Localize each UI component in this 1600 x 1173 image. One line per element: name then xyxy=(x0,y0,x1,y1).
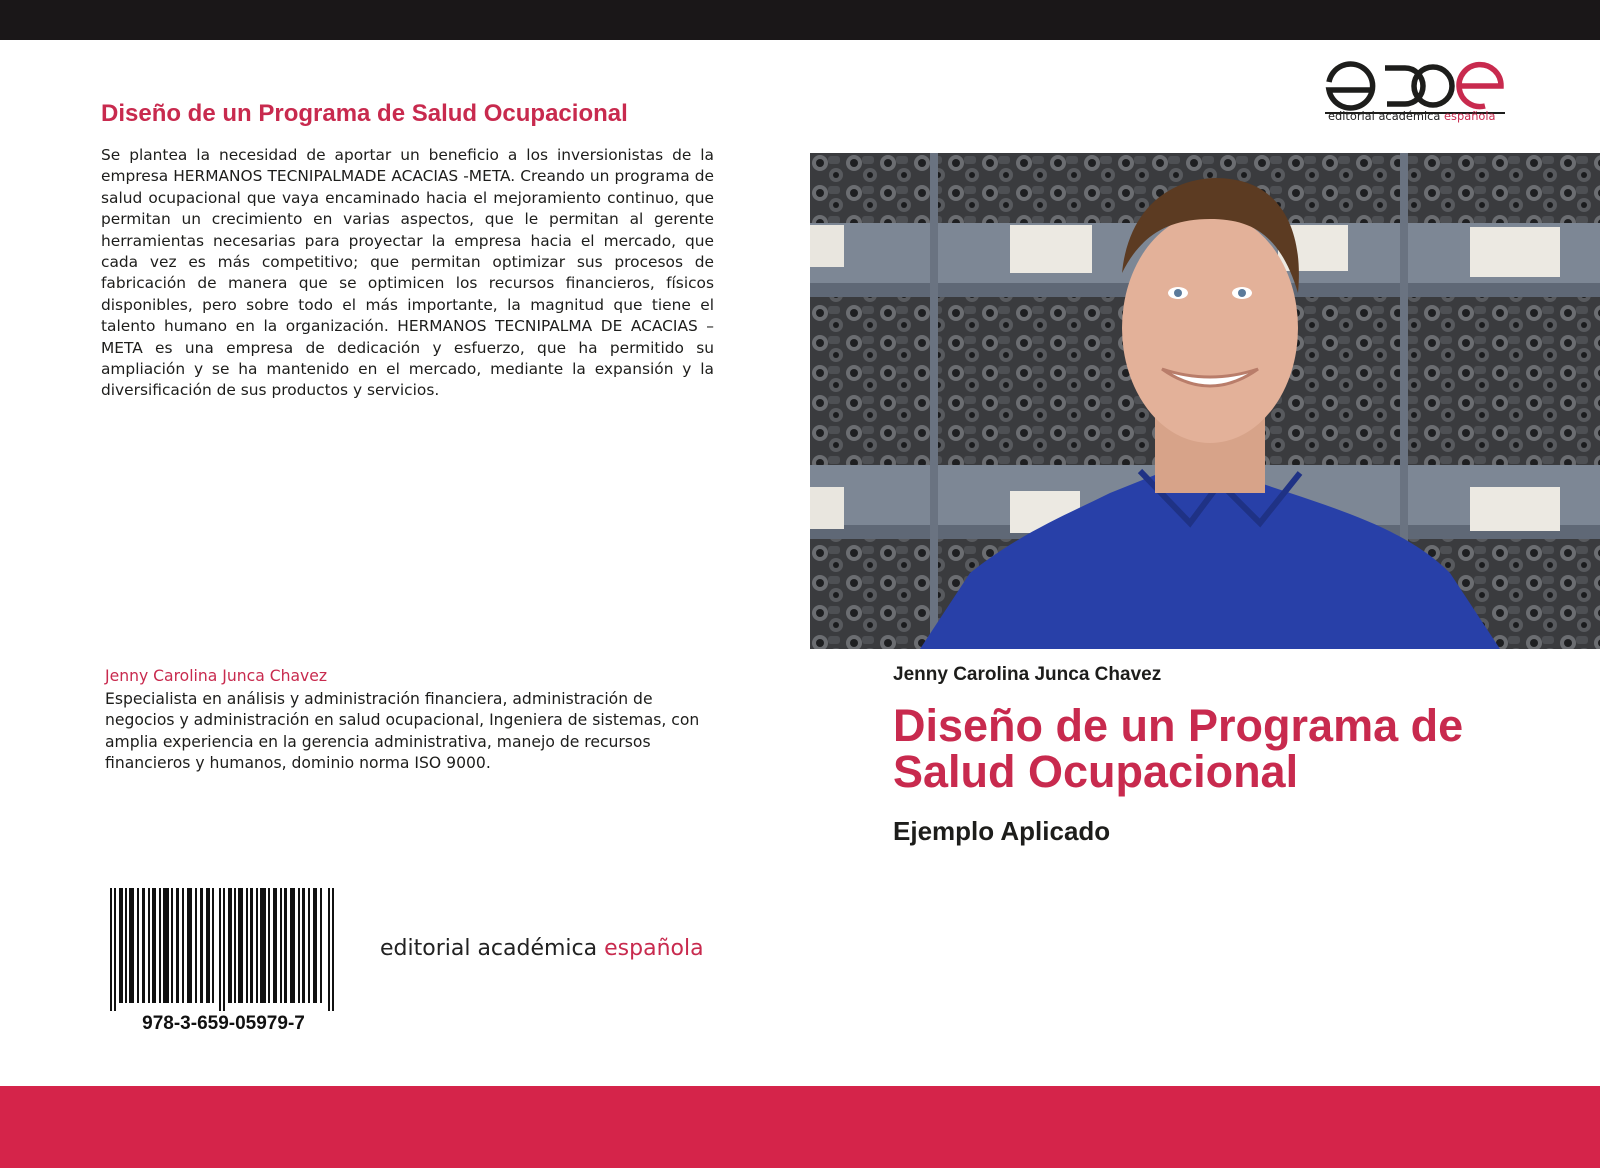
publisher-accent-text: española xyxy=(604,936,704,961)
publisher-name-back xyxy=(380,936,704,961)
front-cover-author: Jenny Carolina Junca Chavez xyxy=(893,664,1162,685)
author-bio: Especialista en análisis y administración financiera, administración de negocios y administración en salud ocupacional, Ingeniera de sistemas, con amplia experiencia en la gerencia administrativa, manejo de recursos financieros y humanos, dominio norma ISO 9000. xyxy=(105,690,700,773)
logo-text xyxy=(1328,109,1508,123)
isbn-number: 978-3-659-05979-7 xyxy=(142,1013,305,1034)
front-cover-title: Diseño de un Programa de Salud Ocupacional xyxy=(893,700,1464,797)
logo-accent-text: española xyxy=(1444,109,1496,123)
logo-main-text: editorial académica xyxy=(1328,109,1445,123)
back-cover-author: Jenny Carolina Junca Chavez xyxy=(105,667,328,685)
top-band xyxy=(0,0,1600,40)
publisher-main-text: editorial académica xyxy=(380,936,605,961)
back-cover-title: Diseño de un Programa de Salud Ocupacional xyxy=(101,100,628,127)
cover-photo xyxy=(810,153,1600,649)
back-cover-blurb: Se plantea la necesidad de aportar un beneficio a los inversionistas de la empresa HERMANOS TECNIPALMADE ACACIAS -META. Creando un programa de salud ocupacional que vaya encaminado hacia el mejoramiento continuo, que permitan un crecimiento en varias aspectos, que le permitan al gerente herramientas necesarias para proyectar la empresa hacia el mercado, que cada vez es más competitivo; que permitan optimizar sus procesos de fabricación de manera que se optimicen los recursos financieros, físicos disponibles, pero sobre todo el más importante, la magnitud que tiene el talento humano en la organización. HERMANOS TECNIPALMA DE ACACIAS – META es una empresa de dedicación y esfuerzo, que ha permitido su ampliación y se ha mantenido en el mercado, mediante la expansión y la diversificación de sus productos y servicios. xyxy=(101,146,714,400)
bottom-band xyxy=(0,1086,1600,1168)
worker-photo-icon xyxy=(810,153,1600,649)
front-cover-subtitle: Ejemplo Aplicado xyxy=(893,816,1111,846)
barcode xyxy=(110,888,337,1011)
